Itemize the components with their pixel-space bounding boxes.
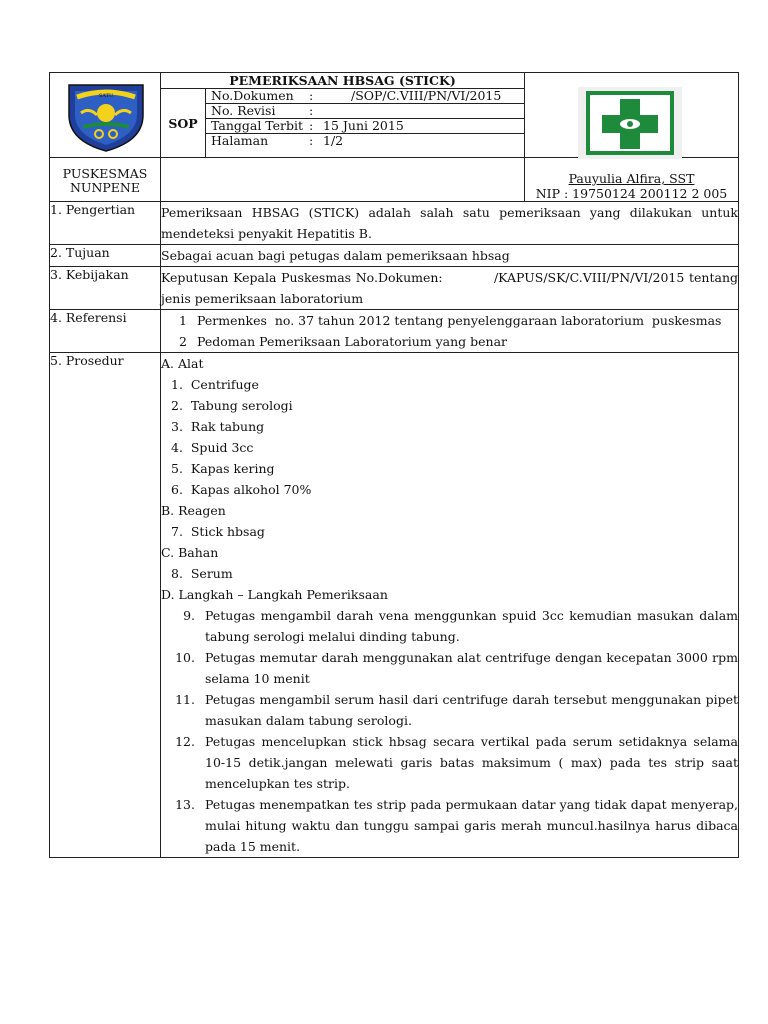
org-name-line2: NUNPENE: [69, 180, 140, 195]
referensi-list: [161, 310, 739, 353]
list-number: 2: [179, 334, 187, 349]
list-text: Permenkes no. 37 tahun 2012 tentang penyelenggaraan laboratorium puskesmas: [197, 313, 722, 328]
step-text: Petugas mengambil serum hasil dari centrifuge darah tersebut menggunakan pipet masukan dalam tabung serologi.: [205, 692, 738, 728]
signer-name: Pauyulia Alfira, SST: [568, 171, 695, 186]
list-item: 8. Serum: [171, 566, 233, 581]
blank-cell: [161, 158, 525, 202]
meta-colon: :: [309, 133, 314, 148]
list-item: 5. Kapas kering: [171, 461, 275, 476]
alat-heading: A. Alat: [161, 356, 204, 371]
step-text: Petugas memutar darah menggunakan alat centrifuge dengan kecepatan 3000 rpm selama 10 menit: [205, 650, 738, 686]
organization-cell: [50, 158, 161, 202]
step-item: [161, 689, 738, 731]
list-item: 7. Stick hbsag: [171, 524, 265, 539]
sop-label: SOP: [161, 89, 206, 157]
signature-cell: [525, 158, 739, 202]
header-title-cell: [161, 73, 525, 158]
step-item: [161, 605, 738, 647]
document-meta: [206, 89, 524, 157]
org-name-line1: PUSKESMAS: [62, 166, 148, 181]
step-text: Petugas mengambil darah vena menggunkan spuid 3cc kemudian masukan dalam tabung serologi melalui dinding tabung.: [205, 608, 738, 644]
regional-emblem-icon: [61, 79, 151, 153]
bahan-heading: C. Bahan: [161, 545, 219, 560]
section-label: 5. Prosedur: [50, 353, 161, 858]
meta-row: [206, 119, 524, 134]
step-number: 10.: [175, 650, 195, 665]
list-item: 1. Centrifuge: [171, 377, 259, 392]
meta-colon: :: [309, 103, 314, 118]
list-item: 3. Rak tabung: [171, 419, 265, 434]
prosedur-content: [161, 353, 739, 858]
step-item: [161, 794, 738, 857]
tujuan-text: Sebagai acuan bagi petugas dalam pemeriksaan hbsag: [161, 245, 739, 267]
list-item: [179, 331, 738, 352]
meta-value: /SOP/C.VIII/PN/VI/2015: [351, 88, 502, 103]
meta-value: 15 Juni 2015: [323, 118, 404, 133]
list-item: 4. Spuid 3cc: [171, 440, 254, 455]
step-item: [161, 731, 738, 794]
section-label: 3. Kebijakan: [50, 267, 161, 310]
left-logo-cell: [50, 73, 161, 158]
sop-document: [49, 72, 742, 858]
step-number: 12.: [175, 734, 195, 749]
right-logo-cell: [525, 73, 739, 158]
health-cross-icon: [578, 87, 682, 159]
step-number: 11.: [175, 692, 195, 707]
step-number: 13.: [175, 797, 195, 812]
step-text: Petugas mencelupkan stick hbsag secara vertikal pada serum setidaknya selama 10-15 detik.jangan melewati garis batas maksimum ( max) pada tes strip saat mencelupkan tes strip.: [205, 734, 738, 791]
meta-key: No. Revisi: [211, 103, 276, 118]
meta-row: [206, 89, 524, 104]
list-item: [179, 310, 738, 331]
langkah-heading: D. Langkah – Langkah Pemeriksaan: [161, 587, 388, 602]
meta-row: [206, 134, 524, 148]
meta-key: Halaman: [211, 133, 269, 148]
pengertian-text: Pemeriksaan HBSAG (STICK) adalah salah satu pemeriksaan yang dilakukan untuk mendeteksi penyakit Hepatitis B.: [161, 202, 739, 245]
list-number: 1: [179, 313, 187, 328]
reagen-heading: B. Reagen: [161, 503, 226, 518]
meta-value: 1/2: [323, 133, 344, 148]
kebijakan-text: Keputusan Kepala Puskesmas No.Dokumen: /KAPUS/SK/C.VIII/PN/VI/2015 tentang jenis pemeriksaan laboratorium: [161, 267, 739, 310]
meta-key: Tanggal Terbit: [211, 118, 304, 133]
meta-colon: :: [309, 118, 314, 133]
section-label: 1. Pengertian: [50, 202, 161, 245]
document-title: PEMERIKSAAN HBSAG (STICK): [161, 73, 524, 89]
list-text: Pedoman Pemeriksaan Laboratorium yang benar: [197, 334, 508, 349]
section-label: 2. Tujuan: [50, 245, 161, 267]
meta-colon: :: [309, 88, 314, 103]
emblem-text: SATU: [98, 93, 114, 99]
meta-key: No.Dokumen: [211, 88, 294, 103]
meta-row: [206, 104, 524, 119]
step-number: 9.: [183, 608, 195, 623]
step-text: Petugas menempatkan tes strip pada permukaan datar yang tidak dapat menyerap, mulai hitung waktu dan tunggu sampai garis merah muncul.hasilnya harus dibaca pada 15 menit.: [205, 797, 738, 854]
list-item: 6. Kapas alkohol 70%: [171, 482, 312, 497]
step-item: [161, 647, 738, 689]
sop-table: [49, 72, 742, 858]
signer-nip: NIP : 19750124 200112 2 005: [535, 186, 728, 201]
list-item: 2. Tabung serologi: [171, 398, 293, 413]
section-label: 4. Referensi: [50, 310, 161, 353]
